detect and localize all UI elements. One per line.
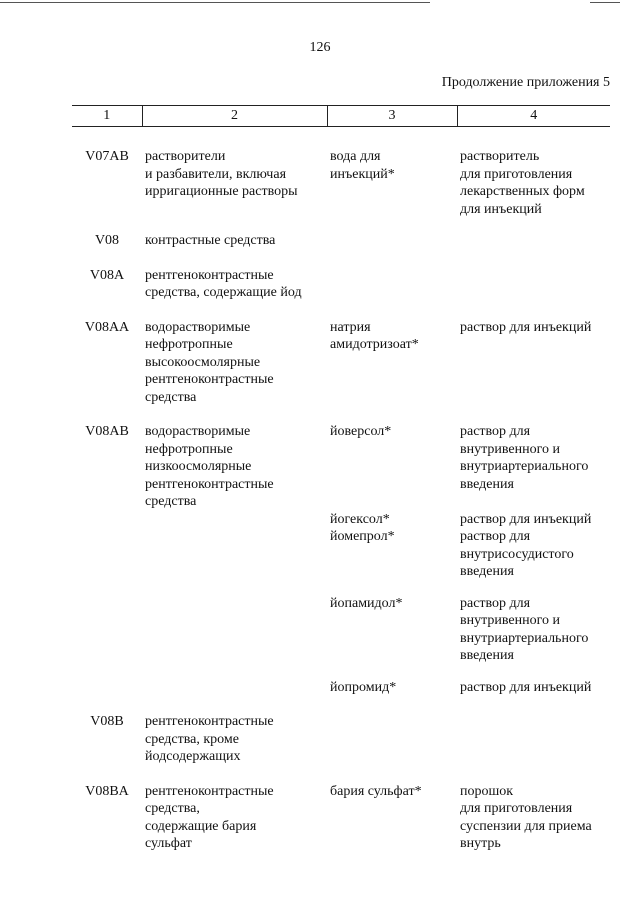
drug-name-cell (327, 511, 457, 529)
dosage-form-cell (457, 218, 610, 250)
dosage-form-line: раствор для инъекций (460, 319, 592, 335)
atc-code-cell (72, 665, 142, 697)
group-name-line: средства (145, 494, 197, 509)
drug-name-line: амидотризоат* (330, 337, 419, 352)
scan-edge-line (0, 2, 430, 3)
dosage-form-line: внутрисосудистого (460, 546, 574, 562)
group-name-line: контрастные средства (145, 233, 276, 248)
group-name-line: ирригационные растворы (145, 184, 298, 199)
drug-name-cell (327, 665, 457, 697)
atc-code-cell: V07AB (85, 149, 129, 164)
atc-code-cell (72, 511, 142, 529)
scan-edge-mark (590, 2, 620, 3)
drug-name-cell (327, 218, 457, 250)
group-name-line: средства, кроме (145, 731, 239, 747)
drug-name-line: йомепрол* (330, 529, 395, 544)
group-name-line: и разбавители, включая (145, 166, 287, 182)
group-name-line: нефротропные (145, 337, 233, 352)
dosage-form-cell (457, 766, 610, 853)
dosage-form-line: внутриартериального (460, 459, 589, 474)
group-name-line: средства (145, 389, 197, 405)
group-name-line: рентгеноконтрастные (145, 783, 274, 799)
group-name-cell (142, 127, 327, 219)
dosage-form-cell (457, 127, 610, 219)
group-name-line: рентгеноконтрастные (145, 267, 274, 283)
drug-name-cell (327, 302, 457, 407)
table-row (72, 581, 610, 665)
group-name-line: содержащие бария (145, 818, 257, 834)
group-name-cell (142, 218, 327, 250)
drug-name-line: бария сульфат* (330, 783, 422, 799)
dosage-form-line: раствор для (460, 595, 531, 611)
group-name-cell (142, 511, 327, 529)
table-row (72, 511, 610, 529)
column-header-3: 3 (327, 106, 457, 127)
dosage-form-line: суспензии для приема (460, 818, 592, 834)
dosage-form-cell (457, 581, 610, 665)
dosage-form-cell (457, 528, 610, 581)
group-name-line: высокоосмолярные (145, 354, 261, 370)
table-row (72, 302, 610, 407)
dosage-form-cell (457, 665, 610, 697)
group-name-line: рентгеноконтрастные (145, 476, 274, 492)
group-name-cell (142, 302, 327, 407)
dosage-form-line: введения (460, 476, 514, 492)
table-row (72, 218, 610, 250)
drug-name-cell (327, 696, 457, 766)
drug-name-line: йоверсол* (330, 424, 392, 439)
dosage-form-line: для приготовления (460, 166, 573, 182)
column-header-2: 2 (142, 106, 327, 127)
dosage-form-line: внутривенного и (460, 441, 560, 457)
table-header-row (72, 106, 610, 127)
group-name-line: водорастворимые (145, 424, 251, 439)
group-name-cell (142, 696, 327, 766)
table-row (72, 127, 610, 219)
group-name-cell (142, 581, 327, 665)
drug-name-line: натрия (330, 319, 371, 335)
table-row (72, 406, 610, 511)
dosage-form-cell (457, 250, 610, 302)
dosage-form-line: лекарственных форм (460, 184, 585, 199)
atc-code-cell: V08AA (84, 319, 130, 335)
group-name-line: средства, содержащие йод (145, 285, 302, 300)
dosage-form-line: внутрь (460, 836, 501, 851)
dosage-form-line: внутриартериального (460, 630, 589, 646)
drug-table (72, 105, 610, 853)
drug-name-line: йопромид* (330, 679, 397, 695)
group-name-line: растворители (145, 149, 226, 164)
drug-name-cell (327, 581, 457, 665)
atc-code-cell: V08A (89, 267, 125, 283)
drug-name-line: вода для (330, 149, 381, 164)
drug-name-cell (327, 250, 457, 302)
group-name-line: рентгеноконтрастные (145, 714, 274, 729)
group-name-line: нефротропные (145, 441, 233, 457)
group-name-line: рентгеноконтрастные (145, 372, 274, 387)
drug-name-cell (327, 406, 457, 511)
column-header-1: 1 (72, 106, 142, 127)
group-name-cell (142, 766, 327, 853)
drug-name-line: инъекций* (330, 166, 395, 182)
dosage-form-line: введения (460, 648, 514, 663)
dosage-form-line: раствор для инъекций (460, 679, 592, 695)
page-number: 126 (309, 40, 331, 55)
dosage-form-cell (457, 302, 610, 407)
dosage-form-line: внутривенного и (460, 613, 560, 628)
dosage-form-cell (457, 696, 610, 766)
dosage-form-cell (457, 406, 610, 511)
group-name-line: низкоосмолярные (145, 459, 252, 474)
dosage-form-line: введения (460, 564, 514, 579)
drug-name-line: йогексол* (330, 511, 390, 527)
dosage-form-line: раствор для (460, 424, 531, 439)
table-row (72, 665, 610, 697)
group-name-cell (142, 528, 327, 581)
atc-code-cell: V08AB (85, 424, 129, 439)
atc-code-cell: V08B (90, 714, 124, 729)
table-row (72, 528, 610, 581)
table-row (72, 696, 610, 766)
atc-code-cell: V08BA (85, 783, 129, 799)
group-name-line: средства, (145, 801, 200, 816)
dosage-form-line: раствор для (460, 529, 531, 544)
table-row (72, 766, 610, 853)
atc-code-cell (72, 528, 142, 581)
dosage-form-line: растворитель (460, 149, 540, 164)
group-name-cell (142, 250, 327, 302)
table-body (72, 127, 610, 853)
atc-code-cell: V08 (94, 233, 120, 248)
appendix-caption: Продолжение приложения 5 (441, 75, 610, 90)
dosage-form-line: раствор для инъекций (460, 511, 592, 527)
dosage-form-line: для инъекций (460, 201, 542, 217)
dosage-form-line: порошок (460, 783, 514, 799)
atc-code-cell (72, 581, 142, 665)
dosage-form-cell (457, 511, 610, 529)
group-name-cell (142, 665, 327, 697)
table-row (72, 250, 610, 302)
drug-name-line: йопамидол* (330, 595, 403, 611)
drug-name-cell (327, 766, 457, 853)
drug-name-cell (327, 528, 457, 581)
group-name-line: сульфат (145, 836, 192, 851)
column-header-4: 4 (457, 106, 610, 127)
dosage-form-line: для приготовления (460, 801, 573, 816)
group-name-line: йодсодержащих (145, 749, 241, 764)
group-name-line: водорастворимые (145, 319, 251, 335)
group-name-cell (142, 406, 327, 511)
drug-name-cell (327, 127, 457, 219)
